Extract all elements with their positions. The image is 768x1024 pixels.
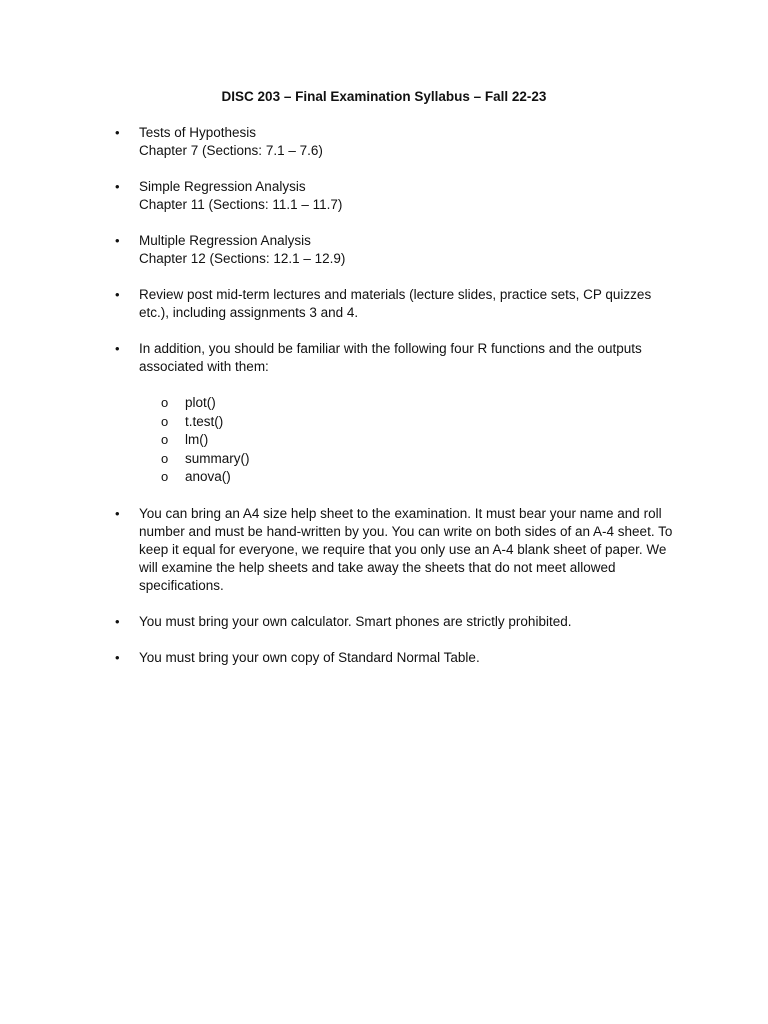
circle-bullet-icon: o bbox=[161, 450, 169, 466]
bullet-icon: • bbox=[115, 649, 120, 665]
list-item-calculator bbox=[0, 613, 768, 631]
list-item-review bbox=[0, 286, 768, 322]
item-text: You must bring your own calculator. Smart phones are strictly prohibited. bbox=[139, 613, 572, 629]
item-text: You must bring your own copy of Standard Normal Table. bbox=[139, 649, 480, 665]
list-item-simple-regression bbox=[0, 178, 768, 214]
sub-list-item bbox=[139, 394, 680, 413]
sub-list-item bbox=[139, 431, 680, 450]
circle-bullet-icon: o bbox=[161, 413, 169, 429]
list-item-r-functions bbox=[0, 340, 768, 487]
item-text: You can bring an A4 size help sheet to the examination. It must bear your name and roll number and must be hand-written by you. You can write on both sides of an A-4 sheet. To keep it equal for everyone, we require that you only use an A-4 blank sheet of paper. We will examine the help sheets and take away the sheets that do not meet allowed specifications. bbox=[139, 505, 673, 593]
function-name: t.test() bbox=[185, 413, 224, 429]
page-title: DISC 203 – Final Examination Syllabus – Fall 22-23 bbox=[221, 89, 547, 104]
list-item-hypothesis bbox=[0, 124, 768, 160]
bullet-icon: • bbox=[115, 233, 120, 248]
circle-bullet-icon: o bbox=[161, 395, 169, 410]
item-text: In addition, you should be familiar with the following four R functions and the outputs associated with them: bbox=[139, 341, 642, 374]
list-item-normal-table bbox=[0, 649, 768, 667]
bullet-icon: • bbox=[115, 287, 120, 302]
function-name: lm() bbox=[185, 432, 209, 448]
bullet-icon: • bbox=[115, 179, 120, 194]
list-item-help-sheet bbox=[0, 505, 768, 595]
bullet-icon: • bbox=[115, 341, 120, 356]
sub-list-item bbox=[139, 450, 680, 469]
list-item-multiple-regression bbox=[0, 232, 768, 268]
function-name: plot() bbox=[185, 395, 216, 410]
circle-bullet-icon: o bbox=[161, 432, 169, 448]
item-heading: Multiple Regression Analysis bbox=[139, 233, 311, 248]
item-chapter: Chapter 11 (Sections: 11.1 – 11.7) bbox=[139, 197, 343, 212]
function-name: summary() bbox=[185, 450, 250, 466]
bullet-icon: • bbox=[115, 613, 120, 629]
bullet-icon: • bbox=[115, 125, 120, 140]
r-functions-list bbox=[139, 394, 680, 487]
sub-list-item bbox=[139, 468, 680, 487]
item-heading: Tests of Hypothesis bbox=[139, 125, 257, 140]
sub-list-item bbox=[139, 413, 680, 432]
function-name: anova() bbox=[185, 469, 231, 485]
item-chapter: Chapter 12 (Sections: 12.1 – 12.9) bbox=[139, 251, 346, 266]
bullet-icon: • bbox=[115, 505, 120, 521]
circle-bullet-icon: o bbox=[161, 469, 169, 485]
item-chapter: Chapter 7 (Sections: 7.1 – 7.6) bbox=[139, 143, 323, 158]
syllabus-list bbox=[0, 124, 768, 685]
item-heading: Simple Regression Analysis bbox=[139, 179, 306, 194]
item-text: Review post mid-term lectures and materials (lecture slides, practice sets, CP quizzes etc.), including assignments 3 and 4. bbox=[139, 287, 652, 320]
